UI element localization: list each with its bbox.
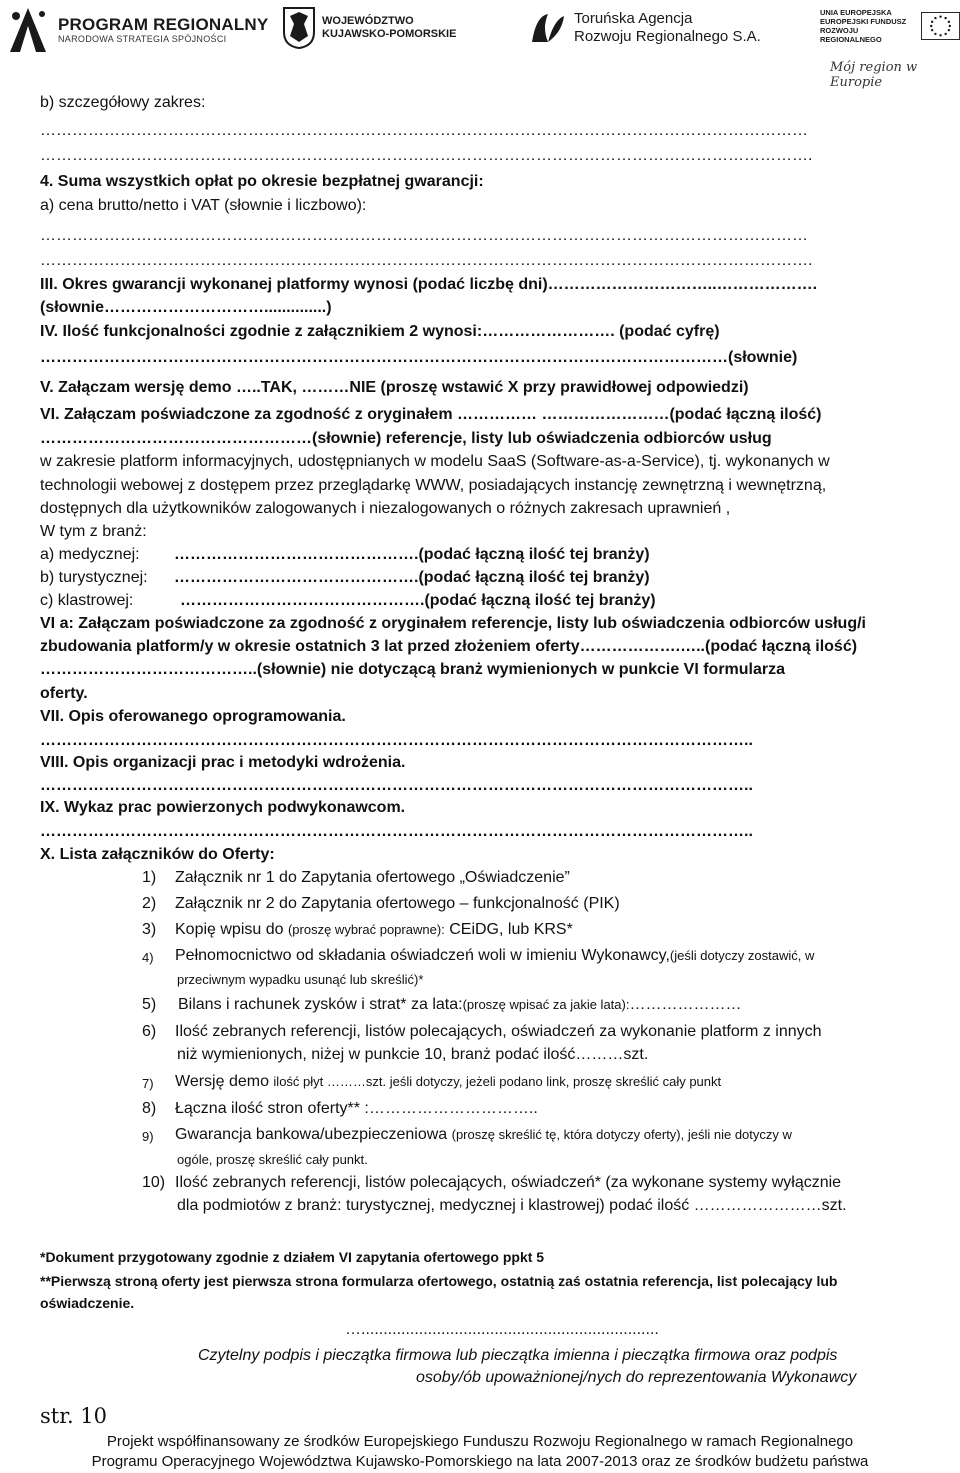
attachment-text: [175, 920, 573, 939]
footnote-1: *Dokument przygotowany zgodnie z działem VI zapytania ofertowego ppkt 5: [40, 1249, 545, 1265]
section-8-heading: VIII. Opis organizacji prac i metodyki wdrożenia.: [40, 754, 406, 771]
references-words: ……………………………………………(słownie) referencje, listy lub oświadczenia odbiorców usług: [40, 430, 772, 447]
footnote-2-cont: oświadczenie.: [40, 1295, 135, 1311]
attachment-number: 6): [142, 1023, 157, 1040]
attachment-number: 3): [142, 921, 157, 938]
program-title: PROGRAM REGIONALNY: [58, 14, 269, 34]
branch-cluster-label: c) klastrowej:: [40, 592, 134, 609]
section-4-functionality: IV. Ilość funkcjonalności zgodnie z załącznikiem 2 wynosi:……………………. (podać cyfrę): [40, 323, 720, 340]
region-logo: [282, 6, 456, 50]
branch-cluster-field: ……………………………………….(podać łączną ilość tej branży): [180, 592, 656, 609]
eu-line-1: UNIA EUROPEJSKA: [820, 8, 892, 17]
blank-line: ……………………………………………………………………………………………………………………..: [40, 732, 753, 749]
attachment-continuation: przeciwnym wypadku usunąć lub skreślić)*: [177, 972, 424, 987]
blank-line: ……………………………………………………………………………………………………………………..: [40, 777, 753, 794]
attachment-continuation: niż wymienionych, niżej w punkcie 10, branż podać ilość………szt.: [177, 1046, 649, 1063]
attachment-text: [175, 1072, 721, 1091]
eu-line-2: EUROPEJSKI FUNDUSZ: [820, 17, 907, 26]
section-7-heading: VII. Opis oferowanego oprogramowania.: [40, 708, 346, 725]
eu-line-3: ROZWOJU REGIONALNEGO: [820, 26, 882, 44]
section-5-demo: V. Załączam wersję demo …..TAK, ………NIE (proszę wstawić X przy prawidłowej odpowiedzi): [40, 379, 749, 396]
attachment-note: (proszę skreślić tę, która dotyczy oferty), jeśli nie dotyczy w: [451, 1127, 792, 1142]
attachment-text: Załącznik nr 2 do Zapytania ofertowego – funkcjonalność (PIK): [175, 895, 620, 912]
section-6a-references: zbudowania platform/y w okresie ostatnich 3 lat przed złożeniem oferty……………….…..(podać łączną ilość): [40, 638, 858, 655]
attachment-note: (jeśli dotyczy zostawić, w: [669, 948, 815, 963]
blank-line: ………………………………………………………………………………………………………………………………: [40, 122, 808, 139]
signature-caption: osoby/ób upoważnionej/nych do reprezentowania Wykonawcy: [416, 1369, 857, 1386]
section-6a-words: …………………………………..(słownie) nie dotyczącą branż wymienionych w punkcie VI formularza: [40, 661, 786, 678]
blank-line: ………………………………………………………………………………………………………………………………: [40, 227, 808, 244]
section-6a-references: VI a: Załączam poświadczone za zgodność z oryginałem referencje, listy lub oświadczenia odbiorców usług/i: [40, 615, 866, 632]
attachment-text: Załącznik nr 1 do Zapytania ofertowego „Oświadczenie”: [175, 869, 570, 886]
price-label: a) cena brutto/netto i VAT (słownie i liczbowo):: [40, 197, 367, 214]
section-10-heading: X. Lista załączników do Oferty:: [40, 846, 275, 863]
signature-line: …...................................................................: [345, 1321, 659, 1338]
attachment-text: [175, 946, 814, 965]
attachment-tail: …………………: [629, 996, 742, 1013]
branch-medical-label: a) medycznej:: [40, 546, 140, 563]
agency-emblem-icon: [528, 8, 568, 48]
eu-logo: [820, 8, 960, 44]
attachment-number: 7): [142, 1076, 154, 1091]
attachment-main: Wersję demo: [175, 1073, 269, 1090]
references-description: w zakresie platform informacyjnych, udostępnianych w modelu SaaS (Software-as-a-Service), tj. wykonanych w: [40, 453, 830, 470]
attachment-main: Gwarancja bankowa/ubezpieczeniowa: [175, 1126, 448, 1143]
footnote-2: **Pierwszą stroną oferty jest pierwsza strona formularza ofertowego, ostatnią zaś ostatnia referencja, list polecający lub: [40, 1273, 838, 1289]
branch-tourism-field: ……………………………………….(podać łączną ilość tej branży): [174, 569, 650, 586]
section-4-heading: 4. Suma wszystkich opłat po okresie bezpłatnej gwarancji:: [40, 173, 484, 190]
program-regionalny-logo: [6, 4, 268, 56]
attachment-number: 1): [142, 869, 157, 886]
attachment-number: 4): [142, 950, 154, 965]
attachment-note: ilość płyt ………szt. jeśli dotyczy, jeżeli podano link, proszę skreślić cały punkt: [273, 1074, 722, 1089]
attachment-text: Ilość zebranych referencji, listów polecających, oświadczeń za wykonanie platform z innych: [175, 1023, 822, 1040]
attachment-text: Łączna ilość stron oferty** :…………………………..: [175, 1100, 538, 1117]
program-regionalny-emblem-icon: [6, 4, 52, 56]
page-number: str. 10: [40, 1404, 108, 1428]
attachment-number: 10): [142, 1174, 166, 1191]
agency-line-2: Rozwoju Regionalnego S.A.: [574, 28, 761, 45]
funding-footer: Programu Operacyjnego Województwa Kujawsko-Pomorskiego na lata 2007-2013 oraz ze środków budżetu państwa: [91, 1453, 869, 1470]
signature-caption: Czytelny podpis i pieczątka firmowa lub pieczątka imienna i pieczątka firmowa oraz podpis: [198, 1347, 838, 1364]
branch-tourism-label: b) turystycznej:: [40, 569, 148, 586]
blank-line: ……………………………………………………………………………………………………………………………….: [40, 252, 813, 269]
references-description: dostępnych dla użytkowników zalogowanych i niezalogowanych o różnych zakresach uprawnień ,: [40, 500, 731, 517]
attachment-main: Bilans i rachunek zysków i strat* za lata:: [178, 996, 463, 1013]
coat-of-arms-icon: [282, 6, 316, 50]
detail-scope-label: b) szczegółowy zakres:: [40, 94, 206, 111]
blank-line: ……………………………………………………………………………………………………………………..: [40, 823, 753, 840]
section-3-warranty: III. Okres gwarancji wykonanej platformy wynosi (podać liczbę dni)…………………………..……………….: [40, 276, 818, 293]
attachment-text: Ilość zebranych referencji, listów polecających, oświadczeń* (za wykonane systemy wyłącznie: [175, 1174, 842, 1191]
blank-line: ……………………………………………………………………………………………………………………………….: [40, 147, 813, 164]
section-3-words: (słownie…………………………..............): [40, 299, 332, 316]
eu-motto: Mój region w Europie: [830, 60, 918, 90]
attachment-tail: CEiDG, lub KRS*: [449, 921, 573, 938]
references-description: technologii webowej z dostępem przez przeglądarkę WWW, posiadających instancję zewnętrzną i wewnętrzną,: [40, 477, 827, 494]
attachment-number: 2): [142, 895, 157, 912]
attachment-text: [175, 1125, 792, 1144]
agency-line-1: Toruńska Agencja: [574, 10, 693, 27]
eu-flag-icon: [921, 11, 960, 41]
attachment-continuation: dla podmiotów z branż: turystycznej, medycznej i klastrowej) podać ilość ……………………szt.: [177, 1197, 847, 1214]
attachment-main: Kopię wpisu do: [175, 921, 284, 938]
attachment-number: 9): [142, 1129, 154, 1144]
attachment-number: 8): [142, 1100, 157, 1117]
region-line-2: KUJAWSKO-POMORSKIE: [322, 28, 457, 40]
agency-logo: [528, 8, 761, 48]
branches-label: W tym z branż:: [40, 523, 147, 540]
attachment-note: (proszę wybrać poprawne):: [287, 922, 445, 937]
attachment-main: Pełnomocnictwo od składania oświadczeń woli w imieniu Wykonawcy,: [175, 947, 670, 964]
attachment-continuation: ogóle, proszę skreślić cały punkt.: [177, 1152, 368, 1167]
attachment-number: 5): [142, 996, 157, 1013]
branch-medical-field: ……………………………………….(podać łączną ilość tej branży): [174, 546, 650, 563]
attachment-note: (proszę wpisać za jakie lata):: [462, 997, 630, 1012]
program-subtitle: NARODOWA STRATEGIA SPÓJNOŚCI: [58, 33, 227, 44]
functionality-words: …………………………………………………………………………………………………………………(słownie): [40, 349, 798, 366]
section-9-heading: IX. Wykaz prac powierzonych podwykonawcom.: [40, 799, 406, 816]
funding-footer: Projekt współfinansowany ze środków Europejskiego Funduszu Rozwoju Regionalnego w ramach Regionalnego: [106, 1433, 854, 1450]
page-header: [0, 0, 960, 92]
region-line-1: WOJEWÓDZTWO: [322, 15, 414, 27]
section-6a-tail: oferty.: [40, 685, 88, 702]
attachment-text: [178, 995, 741, 1014]
section-6-references: VI. Załączam poświadczone za zgodność z oryginałem …………… ……………………(podać łączną ilość): [40, 406, 822, 423]
